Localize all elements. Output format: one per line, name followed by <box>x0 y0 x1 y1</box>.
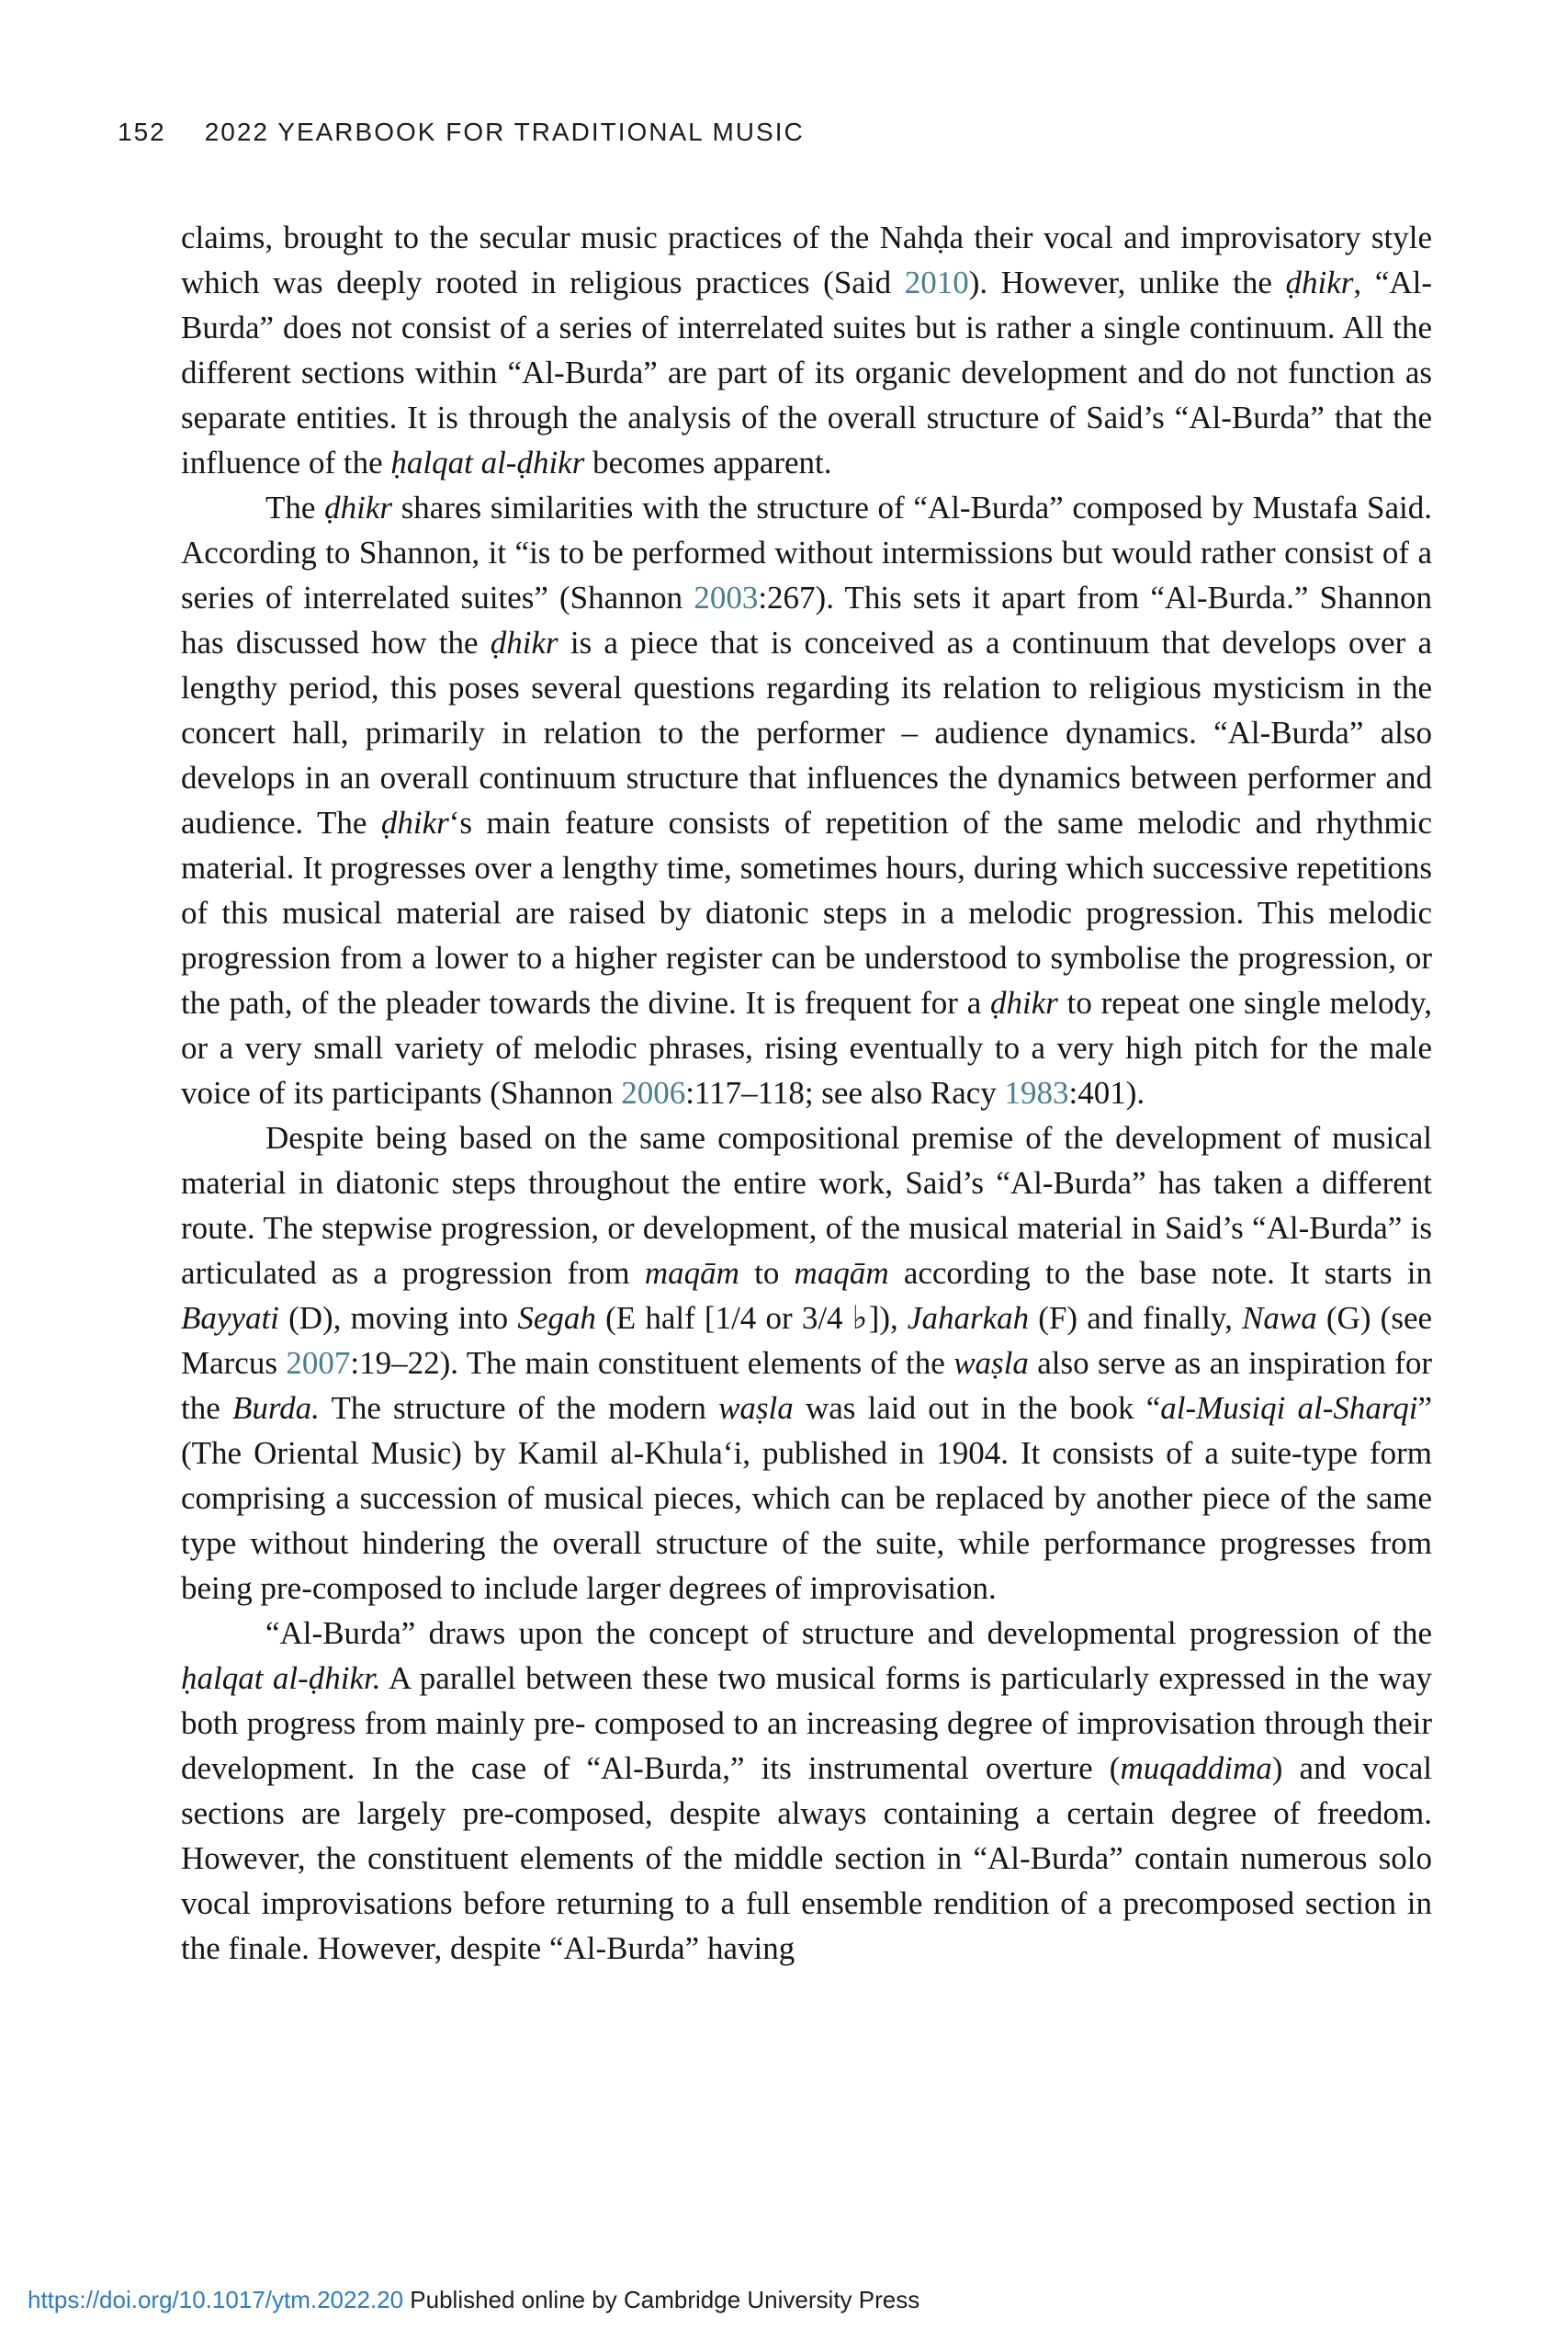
body-text: claims, brought to the secular music practices of the Nahḍa their vocal and improvisatory style which was deeply rooted in religious practices (Said <box>181 220 1432 300</box>
journal-title: 2022 YEARBOOK FOR TRADITIONAL MUSIC <box>204 118 805 146</box>
citation-link[interactable]: 2006 <box>621 1075 686 1111</box>
body-text: A parallel between these two musical forms is particularly expressed in the way both progress from mainly pre- composed to an increasing degree of improvisation through their development. In the case of “Al-Burda,” its instrumental overture ( <box>181 1660 1432 1786</box>
page-number: 152 <box>118 118 166 146</box>
italic-term: ḍhikr <box>324 490 392 526</box>
body-text: “Al-Burda” draws upon the concept of structure and developmental progression of the <box>265 1615 1432 1651</box>
paragraph <box>181 1115 1432 1611</box>
body-text: to repeat one single melody, or a very small variety of melodic phrases, rising eventually to a very high pitch for the male voice of its participants (Shannon <box>181 985 1433 1111</box>
body-text: :401). <box>1068 1075 1145 1111</box>
body-text: :117–118; see also Racy <box>685 1075 1005 1111</box>
body-text: (E half [1/4 or 3/4 ♭]), <box>595 1300 908 1336</box>
doi-link[interactable]: https://doi.org/10.1017/ytm.2022.20 <box>28 2286 404 2313</box>
italic-term: ḍhikr <box>490 625 558 661</box>
body-text: ) and vocal sections are largely pre-composed, despite always containing a certain degree of freedom. However, the constituent elements of the middle section in “Al-Burda” contain numerous solo vocal improvisations before returning to a full ensemble rendition of a precomposed section in the finale. However, despite “Al-Burda” having <box>181 1750 1433 1966</box>
running-head <box>118 118 805 147</box>
article-body <box>181 215 1432 1971</box>
italic-term: waṣla <box>953 1345 1029 1381</box>
body-text: according to the base note. It starts in <box>888 1255 1432 1291</box>
italic-term: al-Musiqi al-Sharqi <box>1160 1390 1418 1426</box>
body-text: ‘s main feature consists of repetition of the same melodic and rhythmic material. It progresses over a lengthy time, sometimes hours, during which successive repetitions of this musical material are raised by diatonic steps in a melodic progression. This melodic progression from a lower to a higher register can be understood to symbolise the progression, or the path, of the pleader towards the divine. It is frequent for a <box>181 805 1432 1021</box>
footer-publisher-text: Published online by Cambridge University Press <box>410 2286 920 2313</box>
body-text: (G) (see Marcus <box>181 1300 1433 1381</box>
page-footer <box>28 2286 919 2314</box>
italic-term: ḍhikr <box>990 985 1058 1021</box>
italic-term: Nawa <box>1242 1300 1317 1336</box>
body-text: :19–22). The main constituent elements of the <box>350 1345 954 1381</box>
paragraph <box>181 1611 1432 1971</box>
citation-link[interactable]: 2003 <box>694 580 759 616</box>
citation-link[interactable]: 2007 <box>286 1345 351 1381</box>
italic-term: ḥalqat al-ḍhikr. <box>181 1660 381 1696</box>
italic-term: waṣla <box>718 1390 794 1426</box>
body-text: ). However, unlike the <box>968 265 1286 300</box>
body-text: to <box>739 1255 795 1291</box>
citation-link[interactable]: 1983 <box>1004 1075 1069 1111</box>
italic-term: Jaharkah <box>907 1300 1030 1336</box>
paragraph <box>181 215 1432 485</box>
body-text: (D), moving into <box>278 1300 518 1336</box>
italic-term: ḍhikr <box>1285 265 1354 300</box>
body-text: :267). This sets it apart from “Al-Burda.” Shannon has discussed how the <box>181 580 1432 661</box>
body-text: is a piece that is conceived as a continuum that develops over a lengthy period, this poses several questions regarding its relation to religious mysticism in the concert hall, primarily in relation to the performer – audience dynamics. “Al-Burda” also develops in an overall continuum structure that influences the dynamics between performer and audience. The <box>181 625 1432 841</box>
body-text: (F) and finally, <box>1029 1300 1243 1336</box>
italic-term: maqām <box>644 1255 739 1291</box>
italic-term: Bayyati <box>181 1300 279 1336</box>
body-text: becomes apparent. <box>584 445 832 481</box>
italic-term: ḥalqat al-ḍhikr <box>390 445 585 481</box>
body-text: shares similarities with the structure of “Al-Burda” composed by Mustafa Said. According to Shannon, it “is to be performed without intermissions but would rather consist of a series of interrelated suites” (Shannon <box>181 490 1432 616</box>
body-text: The <box>265 490 325 526</box>
body-text: Despite being based on the same compositional premise of the development of musical material in diatonic steps throughout the entire work, Said’s “Al-Burda” has taken a different route. The stepwise progression, or development, of the musical material in Said’s “Al-Burda” is articulated as a progression from <box>181 1120 1432 1291</box>
italic-term: maqām <box>794 1255 889 1291</box>
italic-term: ḍhikr <box>380 805 449 841</box>
italic-term: muqaddima <box>1120 1750 1272 1786</box>
body-text: was laid out in the book “ <box>793 1390 1161 1426</box>
body-text: ” (The Oriental Music) by Kamil al-Khula‘i, published in 1904. It consists of a suite-type form comprising a succession of musical pieces, which can be replaced by another piece of the same type without hindering the overall structure of the suite, while performance progresses from being pre-composed to include larger degrees of improvisation. <box>181 1390 1433 1606</box>
body-text: , “Al-Burda” does not consist of a series of interrelated suites but is rather a single continuum. All the different sections within “Al-Burda” are part of its organic development and do not function as separate entities. It is through the analysis of the overall structure of Said’s “Al-Burda” that the influence of the <box>181 265 1432 481</box>
italic-term: Burda. <box>231 1390 320 1426</box>
body-text: The structure of the modern <box>319 1390 719 1426</box>
italic-term: Segah <box>517 1300 596 1336</box>
body-text: also serve as an inspiration for the <box>181 1345 1433 1426</box>
paragraph <box>181 485 1432 1115</box>
citation-link[interactable]: 2010 <box>904 265 969 300</box>
